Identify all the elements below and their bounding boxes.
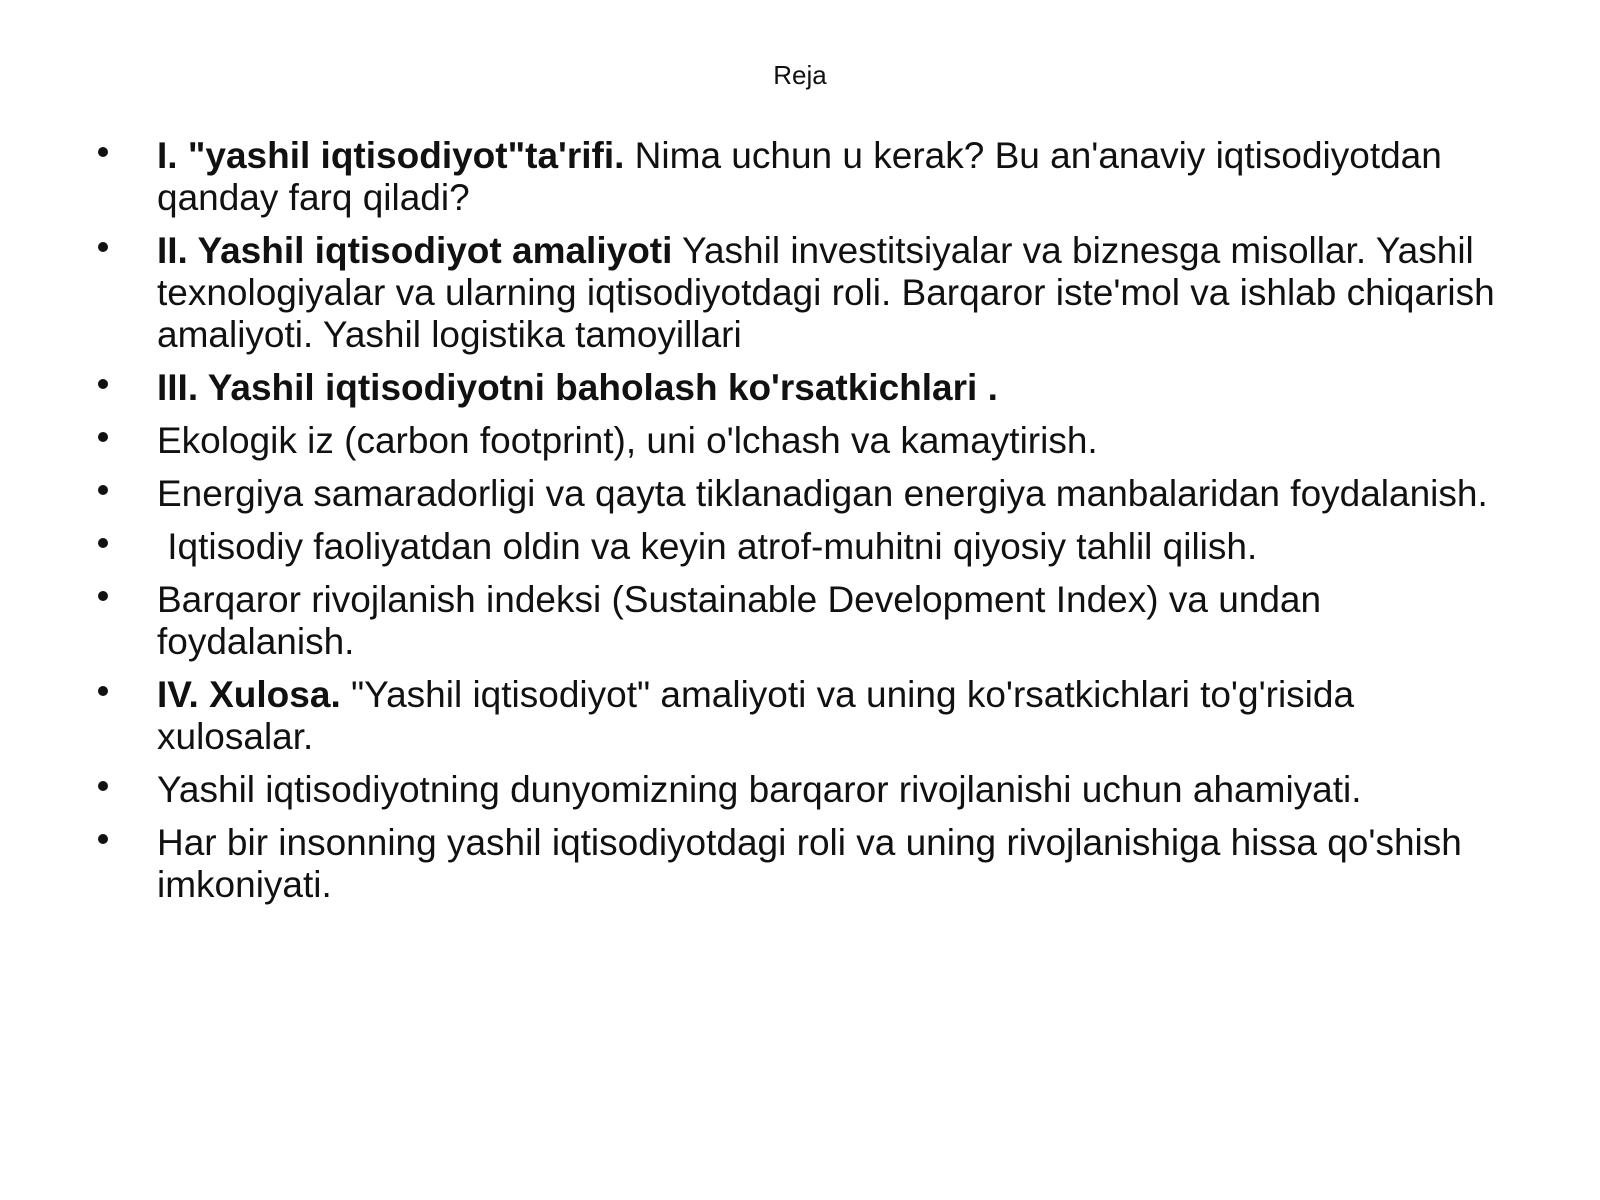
- list-item: [90, 822, 1520, 906]
- list-item: [90, 579, 1520, 663]
- list-item-body: Har bir insonning yashil iqtisodiyotdagi roli va uning rivojlanishiga hissa qo'shish imkoniyati.: [157, 822, 1462, 905]
- bullet-icon: [98, 781, 108, 791]
- list-item-heading: III. Yashil iqtisodiyotni baholash ko'rsatkichlari .: [157, 367, 998, 408]
- list-item-text: [157, 822, 1520, 906]
- list-item: [90, 526, 1520, 568]
- list-item: [90, 674, 1520, 758]
- list-item: [90, 230, 1520, 356]
- bullet-icon: [98, 379, 108, 389]
- list-item-text: [157, 526, 1520, 568]
- list-item: [90, 769, 1520, 811]
- list-item-body: Iqtisodiy faoliyatdan oldin va keyin atrof-muhitni qiyosiy tahlil qilish.: [157, 526, 1258, 567]
- bullet-icon: [98, 147, 108, 157]
- list-item-text: [157, 420, 1520, 462]
- list-item-body: Yashil investitsiyalar va biznesga misollar. Yashil texnologiyalar va ularning iqtisodiyotdagi roli. Barqaror iste'mol va ishlab chiqarish amaliyoti. Yashil logistika tamoyillari: [157, 230, 1495, 355]
- list-item-text: [157, 473, 1520, 515]
- list-item-text: [157, 230, 1520, 356]
- bullet-icon: [98, 538, 108, 548]
- list-item-body: Ekologik iz (carbon footprint), uni o'lchash va kamaytirish.: [157, 420, 1098, 461]
- bullet-icon: [98, 432, 108, 442]
- list-item-text: [157, 135, 1520, 219]
- list-item: [90, 367, 1520, 409]
- list-item-body: Nima uchun u kerak? Bu an'anaviy iqtisodiyotdan qanday farq qiladi?: [157, 135, 1442, 218]
- list-item-text: [157, 674, 1520, 758]
- list-item: [90, 135, 1520, 219]
- bullet-icon: [98, 686, 108, 696]
- list-item-body: Barqaror rivojlanish indeksi (Sustainable Development Index) va undan foydalanish.: [157, 579, 1322, 662]
- slide-title: Reja: [773, 60, 827, 90]
- list-item-body: Yashil iqtisodiyotning dunyomizning barqaror rivojlanishi uchun ahamiyati.: [157, 769, 1362, 810]
- bullet-icon: [98, 485, 108, 495]
- bullet-icon: [98, 834, 108, 844]
- list-item-text: [157, 367, 1520, 409]
- list-item-heading: IV. Xulosa.: [157, 674, 341, 715]
- list-item-text: [157, 579, 1520, 663]
- list-item: [90, 420, 1520, 462]
- list-item-text: [157, 769, 1520, 811]
- list-item-body: "Yashil iqtisodiyot" amaliyoti va uning ko'rsatkichlari to'g'risida xulosalar.: [157, 674, 1355, 757]
- list-item-body: Energiya samaradorligi va qayta tiklanadigan energiya manbalaridan foydalanish.: [157, 473, 1488, 514]
- list-item-heading: I. "yashil iqtisodiyot"ta'rifi.: [157, 135, 625, 176]
- list-item-heading: II. Yashil iqtisodiyot amaliyoti: [157, 230, 673, 271]
- bullet-icon: [98, 591, 108, 601]
- bullet-list: [90, 135, 1520, 917]
- bullet-icon: [98, 242, 108, 252]
- list-item: [90, 473, 1520, 515]
